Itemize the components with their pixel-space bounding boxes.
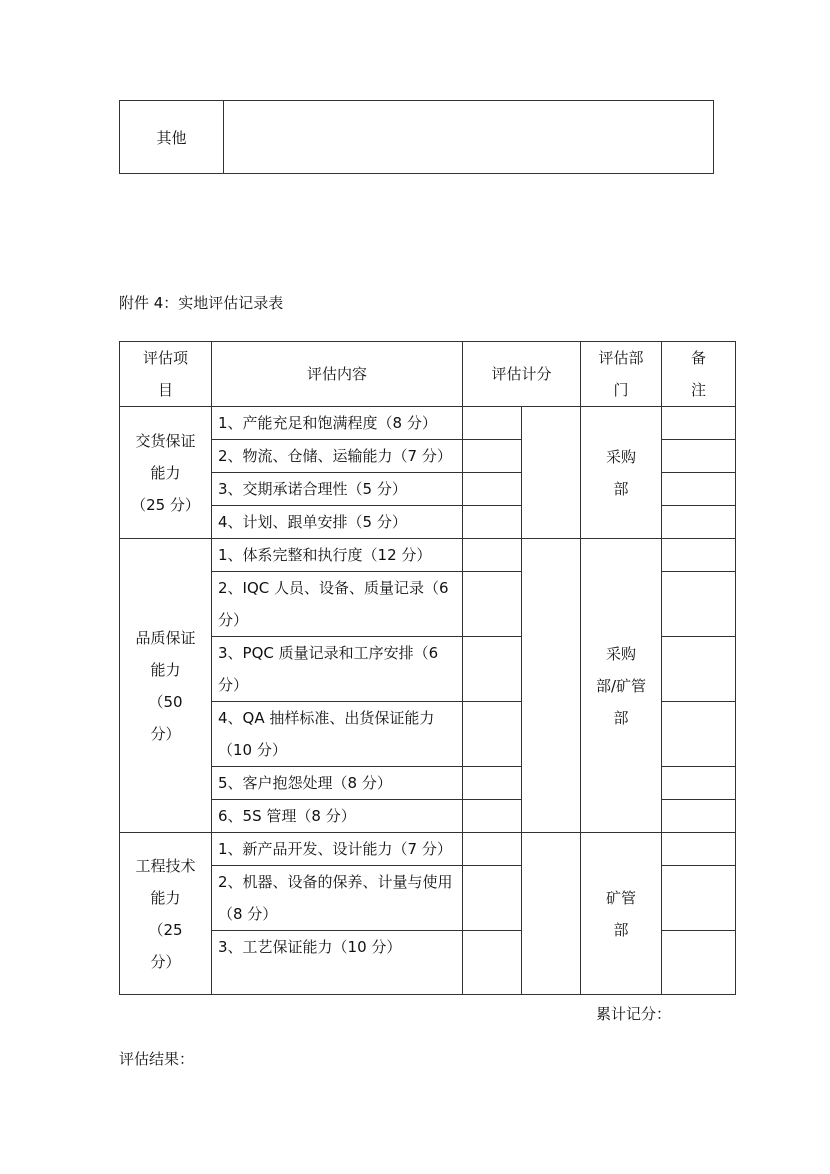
other-table <box>119 100 714 174</box>
score-subtotal-cell[interactable] <box>522 407 581 539</box>
note-cell[interactable] <box>662 866 736 931</box>
other-label-cell <box>120 101 224 174</box>
item-cell: 3、PQC 质量记录和工序安排（6 分） <box>212 637 463 702</box>
item-cell: 1、产能充足和饱满程度（8 分） <box>212 407 463 440</box>
item-cell: 4、计划、跟单安排（5 分） <box>212 506 463 539</box>
score-cell[interactable] <box>463 506 522 539</box>
table-row <box>120 407 736 440</box>
item-cell: 3、工艺保证能力（10 分） <box>212 931 463 995</box>
note-cell[interactable] <box>662 833 736 866</box>
score-cell[interactable] <box>463 833 522 866</box>
item-cell: 4、QA 抽样标准、出货保证能力（10 分） <box>212 702 463 767</box>
score-cell[interactable] <box>463 407 522 440</box>
header-note: 备 注 <box>662 342 736 407</box>
note-cell[interactable] <box>662 931 736 995</box>
score-cell[interactable] <box>463 931 522 995</box>
category-quality: 品质保证 能力 （50 分） <box>120 539 212 833</box>
header-item: 评估项 目 <box>120 342 212 407</box>
item-cell: 6、5S 管理（8 分） <box>212 800 463 833</box>
attachment-title: 附件 4：实地评估记录表 <box>119 294 284 312</box>
dept-purchasing-mining: 采购 部/矿管 部 <box>581 539 662 833</box>
other-value-cell <box>224 101 714 174</box>
score-cell[interactable] <box>463 539 522 572</box>
header-dept: 评估部 门 <box>581 342 662 407</box>
score-cell[interactable] <box>463 572 522 637</box>
score-subtotal-cell[interactable] <box>522 539 581 833</box>
note-cell[interactable] <box>662 800 736 833</box>
item-cell: 1、新产品开发、设计能力（7 分） <box>212 833 463 866</box>
note-cell[interactable] <box>662 637 736 702</box>
evaluation-result-label: 评估结果： <box>119 1050 195 1068</box>
score-cell[interactable] <box>463 866 522 931</box>
note-cell[interactable] <box>662 440 736 473</box>
category-engineering: 工程技术 能力 （25 分） <box>120 833 212 995</box>
score-cell[interactable] <box>463 702 522 767</box>
table-row <box>120 539 736 572</box>
item-cell: 1、体系完整和执行度（12 分） <box>212 539 463 572</box>
score-cell[interactable] <box>463 440 522 473</box>
score-cell[interactable] <box>463 800 522 833</box>
item-cell: 5、客户抱怨处理（8 分） <box>212 767 463 800</box>
note-cell[interactable] <box>662 407 736 440</box>
item-cell: 2、IQC 人员、设备、质量记录（6 分） <box>212 572 463 637</box>
table-row <box>120 833 736 866</box>
dept-mining: 矿管 部 <box>581 833 662 995</box>
score-cell[interactable] <box>463 637 522 702</box>
item-cell: 2、机器、设备的保养、计量与使用（8 分） <box>212 866 463 931</box>
header-content: 评估内容 <box>212 342 463 407</box>
score-cell[interactable] <box>463 473 522 506</box>
score-subtotal-cell[interactable] <box>522 833 581 995</box>
other-label: 其他 <box>156 128 187 147</box>
evaluation-table <box>119 341 736 995</box>
header-row <box>120 342 736 407</box>
note-cell[interactable] <box>662 702 736 767</box>
item-cell: 3、交期承诺合理性（5 分） <box>212 473 463 506</box>
note-cell[interactable] <box>662 506 736 539</box>
note-cell[interactable] <box>662 767 736 800</box>
category-delivery: 交货保证 能力 （25 分） <box>120 407 212 539</box>
note-cell[interactable] <box>662 539 736 572</box>
total-score-label: 累计记分： <box>596 1005 672 1023</box>
header-score: 评估计分 <box>463 342 581 407</box>
item-cell: 2、物流、仓储、运输能力（7 分） <box>212 440 463 473</box>
note-cell[interactable] <box>662 572 736 637</box>
note-cell[interactable] <box>662 473 736 506</box>
dept-purchasing: 采购 部 <box>581 407 662 539</box>
score-cell[interactable] <box>463 767 522 800</box>
